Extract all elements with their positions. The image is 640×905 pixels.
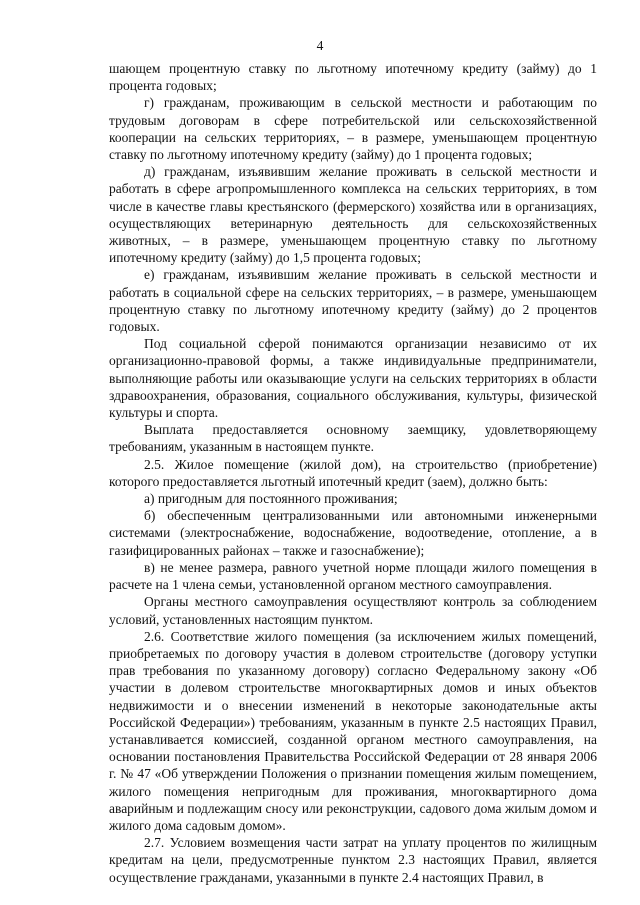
paragraph-2-6: 2.6. Соответствие жилого помещения (за исключением жилых помещений, приобретаемых по договору участия в долевом строительстве (договору уступки прав требования по указанному договору) согласно Федеральному закону «Об участии в долевом строительстве многоквартирных домов и иных объектов недвижимости и о внесении изменений в некоторые законодательные акты Российской Федерации») требованиям, указанным в пункте 2.5 настоящих Правил, устанавливается комиссией, созданной органом местного самоуправления, на основании постановления Правительства Российской Федерации от 28 января 2006 г. № 47 «Об утверждении Положения о признании помещения жилым помещением, жилого помещения непригодным для проживания, многоквартирного дома аварийным и подлежащим сносу или реконструкции, садового дома жилым домом и жилого дома садовым домом». (109, 628, 597, 833)
paragraph-item-a: а) пригодным для постоянного проживания; (144, 491, 398, 507)
paragraph-item-b: б) обеспеченным централизованными или автономными инженерными системами (электроснабжение, водоснабжение, водоотведение, отопление, а в газифицированных районах – также и газоснабжение); (109, 508, 597, 558)
paragraph-item-d: д) гражданам, изъявившим желание проживать в сельской местности и работать в сфере агропромышленного комплекса на сельских территориях, в том числе в качестве главы крестьянского (фермерского) хозяйства или в организациях, осуществляющих ветеринарную деятельность для сельскохозяйственных животных, – в размере, уменьшающем процентную ставку по льготному ипотечному кредиту (займу) до 1,5 процента годовых; (109, 164, 597, 266)
paragraph-continuation: шающем процентную ставку по льготному ипотечному кредиту (займу) до 1 процента годовых; (109, 61, 597, 94)
page-number: 4 (316, 38, 324, 53)
paragraph-control: Органы местного самоуправления осуществляют контроль за соблюдением условий, установленных настоящим пунктом. (109, 594, 597, 627)
paragraph-item-e: е) гражданам, изъявившим желание проживать в сельской местности и работать в социальной сфере на сельских территориях, – в размере, уменьшающем процентную ставку по льготному ипотечному кредиту (займу) до 2 процентов годовых. (109, 267, 597, 335)
paragraph-item-v: в) не менее размера, равного учетной норме площади жилого помещения в расчете на 1 члена семьи, установленной органом местного самоуправления. (109, 559, 597, 593)
paragraph-item-g: г) гражданам, проживающим в сельской местности и работающим по трудовым договорам в сфере потребительской или сельскохозяйственной кооперации на сельских территориях, – в размере, уменьшающем процентную ставку по льготному ипотечному кредиту (займу) до 1 процента годовых; (109, 95, 597, 163)
paragraph-2-5: 2.5. Жилое помещение (жилой дом), на строительство (приобретение) которого предоставляется льготный ипотечный кредит (заем), должно быть: (109, 456, 597, 489)
document-body (109, 60, 597, 886)
paragraph-social-sphere: Под социальной сферой понимаются организации независимо от их организационно-правовой формы, а также индивидуальные предприниматели, выполняющие работы или оказывающие услуги на сельских территориях в области здравоохранения, образования, социального обслуживания, культуры, физической культуры и спорта. (109, 336, 597, 421)
paragraph-payment: Выплата предоставляется основному заемщику, удовлетворяющему требованиям, указанным в настоящем пункте. (109, 422, 597, 455)
paragraph-2-7: 2.7. Условием возмещения части затрат на уплату процентов по жилищным кредитам на цели, предусмотренные пунктом 2.3 настоящих Правил, является осуществление гражданами, указанными в пункте 2.4 настоящих Правил, в (109, 835, 597, 885)
